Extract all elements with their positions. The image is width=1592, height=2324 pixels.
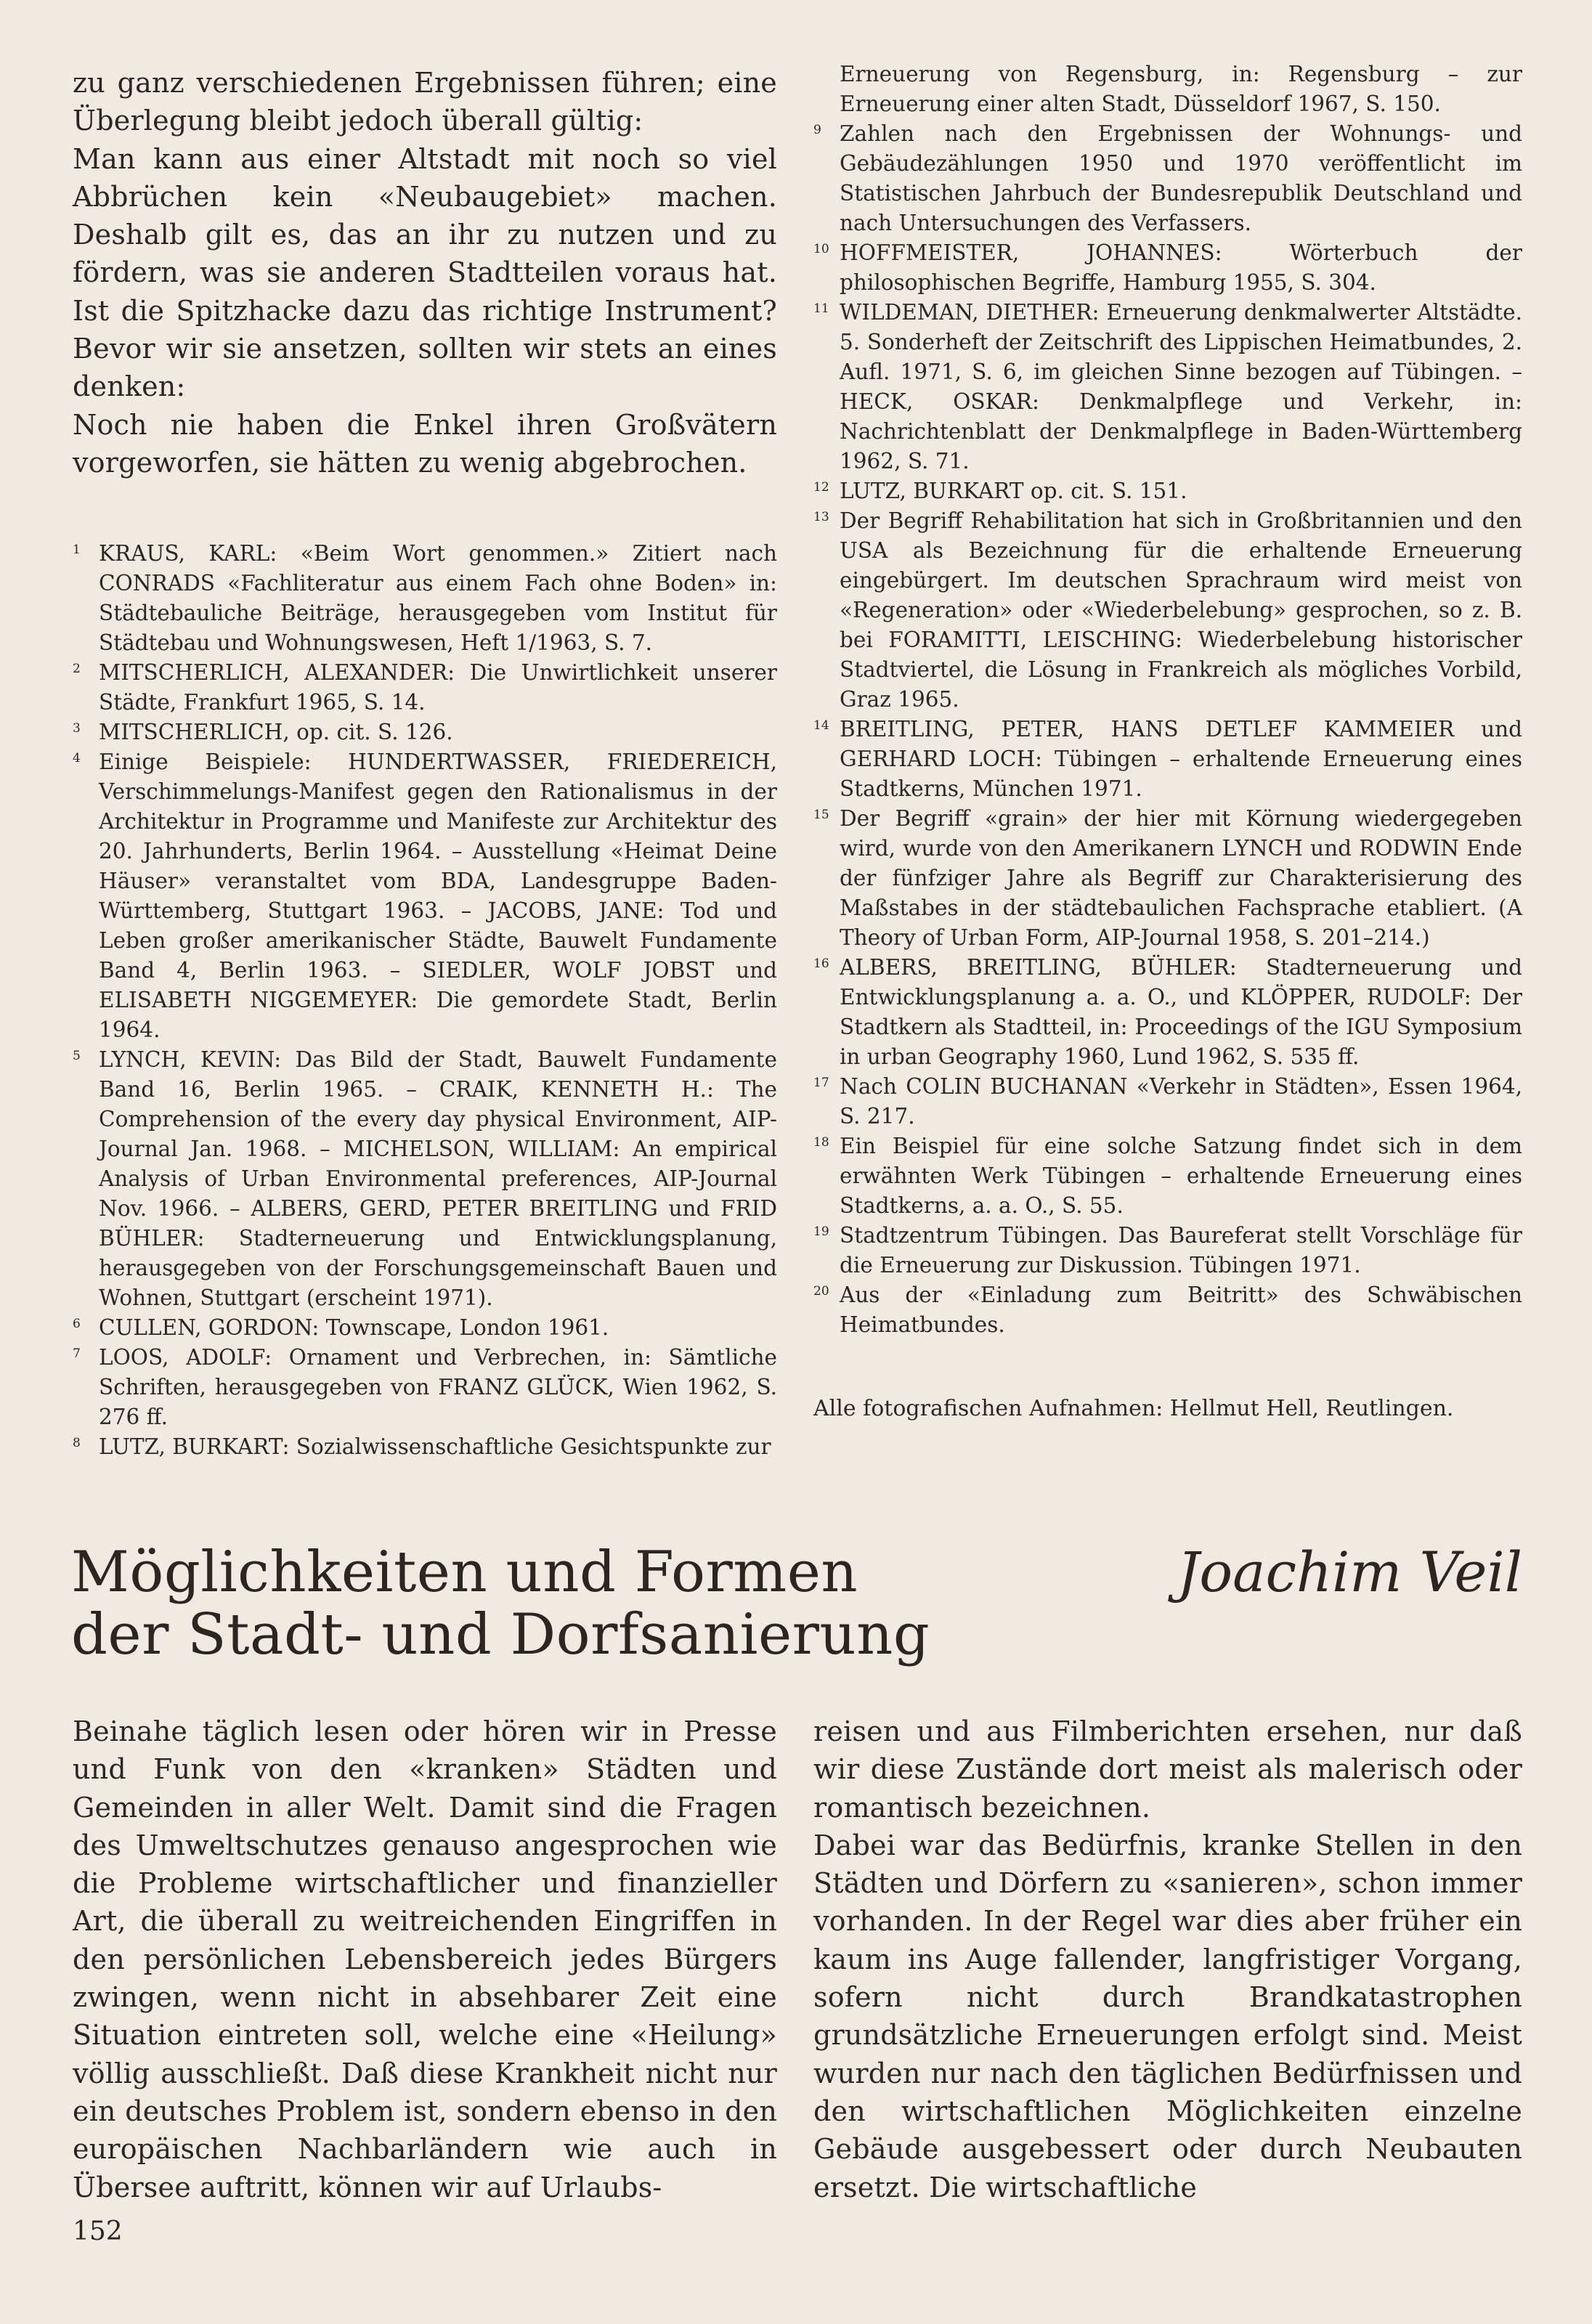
footnote — [813, 1131, 1522, 1221]
footnote-number: 13 — [813, 510, 829, 524]
footnote — [813, 804, 1522, 953]
page-number: 152 — [73, 2217, 123, 2246]
footnote — [813, 298, 1522, 476]
footnote-text: Einige Beispiele: HUNDERTWASSER, FRIEDEREICH, Verschimmelungs-Manifest gegen den Rationalismus in der Architektur in Programme und Manifeste zur Architektur des 20. Jahrhunderts, Berlin 1964. – Ausstellung «Heimat Deine Häuser» veranstaltet vom BDA, Landesgruppe Baden-Württemberg, Stuttgart 1963. – JACOBS, JANE: Tod und Leben großer amerikanischer Städte, Bauwelt Fundamente Band 4, Berlin 1963. – SIEDLER, WOLF JOBST und ELISABETH NIGGEMEYER: Die gemordete Stadt, Berlin 1964. — [99, 749, 777, 1042]
footnote-number: 7 — [73, 1346, 81, 1361]
footnote-number: 5 — [73, 1049, 81, 1063]
footnote-number: 4 — [73, 751, 81, 765]
footnote-text: ALBERS, BREITLING, BÜHLER: Stadterneuerung und Entwicklungsplanung a. a. O., und KLÖPPER, RUDOLF: Der Stadtkern als Stadtteil, in: Proceedings of the IGU Symposium in urban Geography 1960, Lund 1962, S. 535 ff. — [840, 955, 1522, 1069]
footnote — [73, 1045, 777, 1313]
footnote-text: MITSCHERLICH, ALEXANDER: Die Unwirtlichkeit unserer Städte, Frankfurt 1965, S. 14. — [99, 660, 777, 715]
footnote-text: LYNCH, KEVIN: Das Bild der Stadt, Bauwelt Fundamente Band 16, Berlin 1965. – CRAIK, KENNETH H.: The Comprehension of the every day physical Environment, AIP-Journal Jan. 1968. – MICHELSON, WILLIAM: An empirical Analysis of Urban Environmental preferences, AIP-Journal Nov. 1966. – ALBERS, GERD, PETER BREITLING und FRID BÜHLER: Stadterneuerung und Entwicklungsplanung, herausgegeben von der Forschungsgemeinschaft Bauen und Wohnen, Stuttgart (erscheint 1971). — [99, 1047, 777, 1310]
footnote-text: LOOS, ADOLF: Ornament und Verbrechen, in: Sämtliche Schriften, herausgegeben von FRANZ GLÜCK, Wien 1962, S. 276 ff. — [99, 1345, 777, 1429]
footnote — [73, 539, 777, 658]
footnote — [73, 1432, 777, 1462]
footnote-text: Aus der «Einladung zum Beitritt» des Schwäbischen Heimatbundes. — [840, 1283, 1522, 1337]
footnote-number: 14 — [813, 718, 829, 733]
article-title — [71, 1541, 1015, 1666]
article-column-left — [73, 1712, 777, 2206]
footnotes-right — [813, 60, 1522, 1340]
footnote — [813, 1280, 1522, 1340]
footnote-number — [813, 60, 840, 119]
footnote-text: LUTZ, BURKART op. cit. S. 151. — [840, 479, 1187, 503]
footnote — [73, 658, 777, 718]
footnote-number: 20 — [813, 1284, 829, 1299]
footnote — [813, 119, 1522, 238]
footnote — [813, 476, 1522, 506]
footnote-number: 18 — [813, 1135, 829, 1150]
footnote — [813, 1221, 1522, 1280]
footnotes-left — [73, 539, 777, 1462]
footnote-text: Nach COLIN BUCHANAN «Verkehr in Städten», Essen 1964, S. 217. — [840, 1074, 1522, 1129]
paragraph: zu ganz verschiedenen Ergebnissen führen; eine Überlegung bleibt jedoch überall gültig: — [73, 67, 777, 137]
title-line-1: Möglichkeiten und Formen — [71, 1540, 858, 1605]
paragraph: reisen und aus Filmberichten ersehen, nur daß wir diese Zustände dort meist als malerisch oder romantisch bezeichnen. — [813, 1715, 1522, 1824]
footnote-number: 11 — [813, 301, 829, 316]
footnote-text: KRAUS, KARL: «Beim Wort genommen.» Zitiert nach CONRADS «Fachliteratur aus einem Fach ohne Boden» in: Städtebauliche Beiträge, herausgegeben vom Institut für Städtebau und Wohnungswesen, Heft 1/1963, S. 7. — [99, 541, 777, 655]
footnote-number: 3 — [73, 721, 81, 736]
paragraph: Man kann aus einer Altstadt mit noch so viel Abbrüchen kein «Neubaugebiet» machen. Deshalb gilt es, das an ihr zu nutzen und zu fördern, was sie anderen Stadtteilen voraus hat. Ist die Spitzhacke dazu das richtige Instrument? Bevor wir sie ansetzen, sollten wir stets an eines denken: — [73, 142, 777, 403]
footnote-text: Zahlen nach den Ergebnissen der Wohnungs- und Gebäudezählungen 1950 und 1970 veröffentlicht im Statistischen Jahrbuch der Bundesrepublik Deutschland und nach Untersuchungen des Verfassers. — [840, 121, 1522, 235]
footnote-text: Erneuerung von Regensburg, in: Regensburg – zur Erneuerung einer alten Stadt, Düsseldorf 1967, S. 150. — [840, 62, 1522, 116]
footnote — [73, 1313, 777, 1343]
footnote — [813, 60, 1522, 119]
paragraph: Dabei war das Bedürfnis, kranke Stellen in den Städten und Dörfern zu «sanieren», schon immer vorhanden. In der Regel war dies aber früher ein kaum ins Auge fallender, langfristiger Vorgang, sofern nicht durch Brandkatastrophen grundsätzliche Erneuerungen erfolgt sind. Meist wurden nur nach den täglichen Bedürfnissen und den wirtschaftlichen Möglichkeiten einzelne Gebäude ausgebessert oder durch Neubauten ersetzt. Die wirtschaftliche — [813, 1829, 1522, 2203]
footnote — [73, 718, 777, 747]
paragraph: Noch nie haben die Enkel ihren Großvätern vorgeworfen, sie hätten zu wenig abgebrochen. — [73, 408, 777, 479]
intro-text-column — [73, 64, 777, 482]
footnote-text: Ein Beispiel für eine solche Satzung findet sich in dem erwähnten Werk Tübingen – erhaltende Erneuerung eines Stadtkerns, a. a. O., S. 55. — [840, 1134, 1522, 1218]
footnote-number: 10 — [813, 242, 829, 256]
footnote-text: BREITLING, PETER, HANS DETLEF KAMMEIER und GERHARD LOCH: Tübingen – erhaltende Erneuerung eines Stadtkerns, München 1971. — [840, 717, 1522, 801]
footnote-number: 6 — [73, 1317, 81, 1331]
footnote — [813, 953, 1522, 1072]
footnote-number: 12 — [813, 480, 829, 495]
footnote — [813, 1072, 1522, 1131]
title-line-2: der Stadt- und Dorfsanierung — [71, 1602, 930, 1667]
footnote — [813, 715, 1522, 804]
footnote-number: 2 — [73, 662, 81, 676]
footnote-text: LUTZ, BURKART: Sozialwissenschaftliche Gesichtspunkte zur — [99, 1434, 771, 1459]
footnote-text: MITSCHERLICH, op. cit. S. 126. — [99, 720, 453, 744]
footnote-text: WILDEMAN, DIETHER: Erneuerung denkmalwerter Altstädte. 5. Sonderheft der Zeitschrift des Lippischen Heimatbundes, 2. Aufl. 1971, S. 6, im gleichen Sinne bezogen auf Tübingen. – HECK, OSKAR: Denkmalpflege und Verkehr, in: Nachrichtenblatt der Denkmalpflege in Baden-Württemberg 1962, S. 71. — [840, 300, 1522, 474]
footnote-number: 19 — [813, 1224, 829, 1239]
footnote-number: 17 — [813, 1076, 829, 1090]
footnote-text: Der Begriff Rehabilitation hat sich in Großbritannien und den USA als Bezeichnung für die erhaltende Erneuerung eingebürgert. Im deutschen Sprachraum wird meist von «Regeneration» oder «Wiederbelebung» gesprochen, so z. B. bei FORAMITTI, LEISCHING: Wiederbelebung historischer Stadtviertel, die Lösung in Frankreich als mögliches Vorbild, Graz 1965. — [840, 508, 1522, 712]
footnote — [813, 506, 1522, 715]
footnote-text: Stadtzentrum Tübingen. Das Baureferat stellt Vorschläge für die Erneuerung zur Diskussion. Tübingen 1971. — [840, 1223, 1522, 1277]
footnote-text: Der Begriff «grain» der hier mit Körnung wiedergegeben wird, wurde von den Amerikanern LYNCH und RODWIN Ende der fünfziger Jahre als Begriff zur Charakterisierung des Maßstabes in der städtebaulichen Fachsprache etabliert. (A Theory of Urban Form, AIP-Journal 1958, S. 201–214.) — [840, 806, 1522, 950]
footnote-number: 15 — [813, 808, 829, 822]
title-block — [71, 1541, 1015, 1666]
footnote — [73, 747, 777, 1045]
footnote-number: 16 — [813, 956, 829, 971]
footnote-number: 8 — [73, 1436, 81, 1450]
footnote-number: 1 — [73, 543, 81, 557]
paragraph: Beinahe täglich lesen oder hören wir in Presse und Funk von den «kranken» Städten und Gemeinden in aller Welt. Damit sind die Fragen des Umweltschutzes genauso angesprochen wie die Probleme wirtschaftlicher und finanzieller Art, die überall zu weitreichenden Eingriffen in den persönlichen Lebensbereich jedes Bürgers zwingen, wenn nicht in absehbarer Zeit eine Situation eintreten soll, welche eine «Heilung» völlig ausschließt. Daß diese Krankheit nicht nur ein deutsches Problem ist, sondern ebenso in den europäischen Nachbarländern wie auch in Übersee auftritt, können wir auf Urlaubs- — [73, 1715, 777, 2203]
article-column-right — [813, 1712, 1522, 2206]
footnote-number: 9 — [813, 123, 821, 137]
footnote — [813, 238, 1522, 298]
author-name: Joachim Veil — [1177, 1540, 1522, 1604]
footnote-text: CULLEN, GORDON: Townscape, London 1961. — [99, 1315, 609, 1340]
photo-credit: Alle fotografischen Aufnahmen: Hellmut Hell, Reutlingen. — [813, 1396, 1454, 1421]
footnote — [73, 1343, 777, 1432]
footnote-text: HOFFMEISTER, JOHANNES: Wörterbuch der philosophischen Begriffe, Hamburg 1955, S. 304. — [840, 240, 1522, 295]
